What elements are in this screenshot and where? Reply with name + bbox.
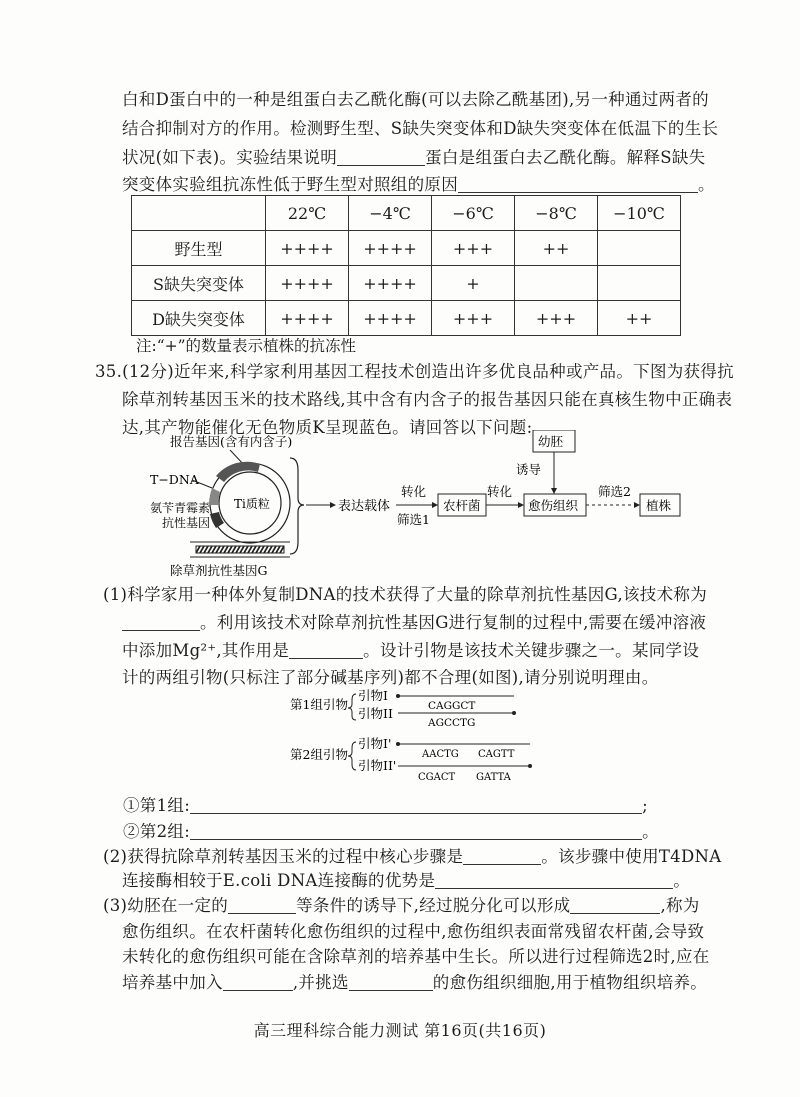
table-cell: +++	[432, 301, 515, 336]
screen1-label: 筛选1	[397, 512, 430, 527]
table-header: −4℃	[349, 196, 432, 231]
answer-blank-reason[interactable]	[458, 176, 698, 193]
table-cell: ++++	[349, 266, 432, 301]
table-header: −10℃	[598, 196, 681, 231]
table-cell: ++++	[266, 231, 349, 266]
q1-line-3: 中添加Mg²⁺,其作用是 。设计引物是该技术关键步骤之一。某同学设	[122, 641, 700, 660]
table-cell: +	[432, 266, 515, 301]
table-row	[132, 266, 681, 301]
q35-line-1: 35.(12分)近年来,科学家利用基因工程技术创造出许多优良品种或产品。下图为获得抗	[95, 362, 734, 381]
table-header: −6℃	[432, 196, 515, 231]
screen2-label: 筛选2	[598, 484, 631, 499]
table-cell: +++	[515, 301, 598, 336]
agrobacterium-label: 农杆菌	[443, 498, 481, 513]
group2-primer-1-label: 引物I'	[358, 736, 392, 751]
table-cell	[598, 231, 681, 266]
table-note: 注:“+”的数量表示植株的抗冻性	[136, 337, 357, 355]
table-cell: ++	[515, 231, 598, 266]
answer-blank-induction-conditions[interactable]	[228, 897, 296, 914]
group1-label: 第1组引物	[290, 697, 348, 712]
group1-primer-2-label: 引物II	[358, 706, 393, 721]
intro-line-1: 白和D蛋白中的一种是组蛋白去乙酰化酶(可以去除乙酰基团),另一种通过两者的	[122, 90, 709, 109]
q3-line-2: 愈伤组织。在农杆菌转化愈伤组织的过程中,愈伤组织表面常残留农杆菌,会导致	[122, 922, 705, 941]
answer-blank-core-step[interactable]	[463, 848, 541, 865]
table-cell: ++++	[266, 301, 349, 336]
group2-label: 第2组引物	[290, 747, 348, 762]
answer-blank-selection-criterion[interactable]	[349, 974, 433, 991]
intro-line-4: 突变体实验组抗冻性低于野生型对照组的原因 。	[122, 175, 715, 194]
q1-line-2: 。利用该技术对除草剂抗性基因G进行复制的过程中,需要在缓冲溶液	[122, 612, 706, 634]
q3-line-1: (3)幼胚在一定的 等条件的诱导下,经过脱分化可以形成 ,称为	[103, 896, 700, 915]
group2-seq-3: CGACT	[418, 772, 456, 783]
answer-blank-mg-role[interactable]	[289, 642, 363, 659]
answer-blank-group2[interactable]	[190, 823, 642, 840]
transform2-label: 转化	[487, 484, 513, 499]
answer-line-group2: ②第2组: 。	[123, 822, 659, 841]
answer-blank-medium-additive[interactable]	[223, 974, 293, 991]
table-cell: ++++	[349, 301, 432, 336]
table-cell: ++++	[349, 231, 432, 266]
answer-blank-group1[interactable]	[190, 797, 642, 814]
amp-label-1: 氨苄青霉素	[150, 501, 211, 515]
row-label: 野生型	[132, 231, 266, 266]
answer-blank-t4-advantage[interactable]	[435, 872, 673, 889]
table-header: 22℃	[266, 196, 349, 231]
expression-vector-label: 表达载体	[338, 499, 391, 514]
primer-diagram	[290, 686, 540, 790]
table-cell: ++++	[266, 266, 349, 301]
group1-seq-2: AGCCTG	[428, 717, 476, 729]
callus-label: 愈伤组织	[528, 498, 579, 513]
q1-line-1: (1)科学家用一种体外复制DNA的技术获得了大量的除草剂抗性基因G,该技术称为	[103, 585, 707, 604]
tdna-label: T−DNA	[150, 472, 199, 487]
grouping-brace	[290, 458, 304, 554]
plant-label: 植株	[646, 498, 672, 513]
table-row	[132, 301, 681, 336]
table-cell: +++	[432, 231, 515, 266]
page-footer: 高三理科综合能力测试 第16页(共16页)	[253, 1021, 547, 1040]
herbicide-gene-bar	[196, 546, 284, 553]
group1-primer-1-label: 引物I	[358, 688, 388, 703]
table-row	[132, 231, 681, 266]
table-header	[132, 196, 266, 231]
herbicide-gene-label: 除草剂抗性基因G	[170, 563, 268, 578]
q35-line-2: 除草剂转基因玉米的技术路线,其中含有内含子的报告基因只能在真核生物中正确表	[122, 390, 733, 409]
q35-line-3: 达,其产物能催化无色物质K呈现蓝色。请回答以下问题:	[122, 418, 533, 437]
q2-line-1: (2)获得抗除草剂转基因玉米的过程中核心步骤是 。该步骤中使用T4DNA	[103, 847, 722, 866]
table-cell	[515, 266, 598, 301]
answer-line-group1: ①第1组: ;	[123, 796, 648, 815]
answer-blank-technique[interactable]	[122, 614, 200, 631]
intro-line-3: 状况(如下表)。实验结果说明 蛋白是组蛋白去乙酰化酶。解释S缺失	[122, 148, 706, 167]
embryo-label: 幼胚	[538, 434, 564, 449]
table-cell	[598, 266, 681, 301]
q3-line-4: 培养基中加入 ,并挑选 的愈伤组织细胞,用于植物组织培养。	[122, 973, 708, 992]
cold-resistance-table	[131, 195, 681, 336]
transform1-label: 转化	[401, 484, 427, 499]
intro-line-2: 结合抑制对方的作用。检测野生型、S缺失突变体和D缺失突变体在低温下的生长	[122, 119, 719, 138]
q1-line-4: 计的两组引物(只标注了部分碱基序列)都不合理(如图),请分别说明理由。	[122, 668, 659, 687]
table-header: −8℃	[515, 196, 598, 231]
group1-seq-1: CAGGCT	[428, 700, 476, 712]
induce-label: 诱导	[516, 462, 542, 477]
table-header-row	[132, 196, 681, 231]
group2-seq-2: CAGTT	[478, 749, 515, 760]
reporter-gene-label: 报告基因(含有内含子)	[170, 434, 293, 449]
gene-engineering-diagram	[150, 430, 690, 580]
row-label: S缺失突变体	[132, 266, 266, 301]
q2-line-2: 连接酶相较于E.coli DNA连接酶的优势是 。	[122, 871, 691, 890]
answer-blank-protein[interactable]	[337, 149, 425, 166]
q3-line-3: 未转化的愈伤组织可能在含除草剂的培养基中生长。所以进行过程筛选2时,应在	[122, 947, 710, 966]
group2-seq-4: GATTA	[476, 772, 511, 783]
group2-seq-1: AACTG	[422, 749, 459, 760]
answer-blank-dedifferentiation-result[interactable]	[570, 897, 660, 914]
amp-resistance-segment	[210, 512, 224, 528]
ti-plasmid-label: Ti质粒	[234, 497, 270, 511]
group2-primer-2-label: 引物II'	[358, 758, 397, 773]
tdna-segment	[210, 488, 220, 505]
table-cell: ++	[598, 301, 681, 336]
row-label: D缺失突变体	[132, 301, 266, 336]
amp-label-2: 抗性基因	[162, 516, 211, 530]
